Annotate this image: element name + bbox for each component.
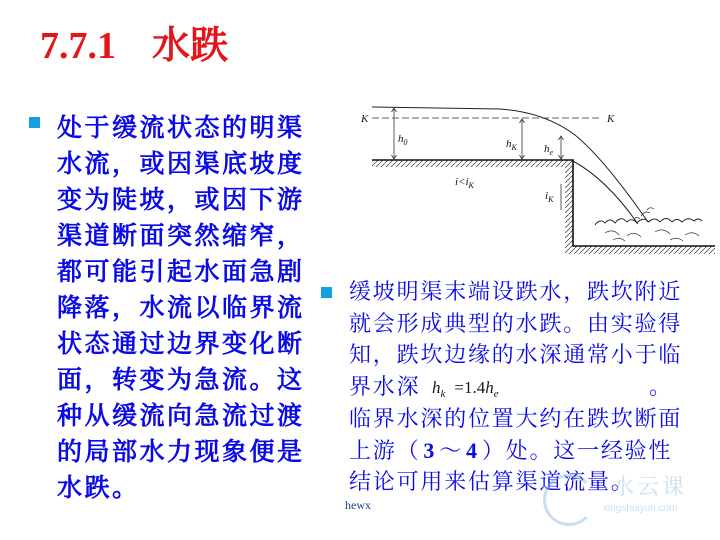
range-end: 4 <box>466 438 479 464</box>
formula-rhs-var: h <box>485 378 494 398</box>
splash-foam <box>634 208 654 219</box>
slide-title <box>40 20 228 70</box>
upper-bed-hatch <box>372 160 565 167</box>
label-h0-sub: 0 <box>403 138 408 147</box>
section-number: 7.7.1 <box>40 25 116 67</box>
tailwater-turbulence <box>605 230 699 241</box>
label-hk <box>506 138 518 152</box>
lower-bed-hatch <box>573 246 715 254</box>
label-he-sub: e <box>549 148 554 157</box>
right-line: 缓坡明渠末端设跌水，跌坎附近 <box>349 280 683 305</box>
nappe-lower-surface <box>573 161 638 224</box>
formula-lhs-sub: k <box>440 388 446 401</box>
drop-face-hatch <box>565 160 573 254</box>
right-line: 就会形成典型的水跌。由实验得 <box>349 311 683 337</box>
left-line: 都可能引起水面急剧 <box>57 257 305 286</box>
section-title: 水跌 <box>152 23 229 67</box>
right-line: 临界水深的位置大约在跌坎断面 <box>349 406 683 432</box>
formula-rhs: =1.4 <box>454 378 486 398</box>
label-mild-slope-text: i<i <box>455 176 469 188</box>
label-hk-sub: K <box>511 143 517 152</box>
left-line: 状态通过边界变化断 <box>57 329 305 358</box>
left-line: 水流，或因渠底坡度 <box>57 149 305 178</box>
right-paragraph <box>349 277 709 499</box>
left-line: 变为陡坡，或因下游 <box>57 185 305 214</box>
left-line: 处于缓流状态的明渠 <box>57 113 305 142</box>
label-h0-var: h <box>398 133 404 145</box>
label-ik-sub: K <box>548 195 554 204</box>
label-mild-slope <box>455 176 475 190</box>
label-ik-var: i <box>545 190 549 202</box>
range-start: 3 <box>423 438 437 464</box>
left-line: 渠道断面突然缩窄， <box>57 221 305 250</box>
square-bullet-icon <box>29 117 40 128</box>
sentence-end-mark: 。 <box>649 375 673 401</box>
formula-rhs-sub: e <box>493 388 499 401</box>
left-line: 面，转变为急流。这 <box>57 365 305 394</box>
right-line-with-formula <box>349 372 709 404</box>
label-k-left: K <box>361 113 369 125</box>
channel-bed <box>372 160 715 246</box>
range-tilde: ～ <box>439 439 464 465</box>
left-paragraph <box>57 110 319 506</box>
label-hk-var: h <box>506 138 512 150</box>
label-ik <box>545 190 554 204</box>
label-k-right: K <box>607 113 615 125</box>
tailwater-surface <box>595 219 702 226</box>
right-line-with-range <box>349 435 709 467</box>
watermark-logo-icon <box>543 474 595 526</box>
label-mild-slope-sub: K <box>468 181 474 190</box>
left-line: 水跌。 <box>57 473 140 502</box>
square-bullet-icon <box>321 287 332 298</box>
left-line: 种从缓流向急流过渡 <box>57 401 305 430</box>
watermark-url: xingshuiyun.com <box>603 503 678 514</box>
label-he-var: h <box>544 143 550 155</box>
left-line: 的局部水力现象便是 <box>57 437 305 466</box>
range-suffix: ）处。这一经验性 <box>481 439 673 465</box>
right-line-text: 界水深 <box>349 375 421 401</box>
depth-ratio-formula <box>432 372 499 404</box>
range-prefix: 上游（ <box>349 439 421 465</box>
watermark-text: 水云课 <box>612 475 688 500</box>
label-h0 <box>398 133 408 147</box>
right-line: 结论可用来估算渠道流量。 <box>349 470 635 496</box>
formula-lhs-var: h <box>432 378 441 398</box>
label-he <box>544 143 554 157</box>
right-line: 知，跌坎边缘的水深通常小于临 <box>349 343 683 369</box>
author-footer: hewx <box>345 498 371 512</box>
left-line: 降落，水流以临界流 <box>57 293 305 322</box>
hydraulic-drop-figure <box>355 98 717 263</box>
